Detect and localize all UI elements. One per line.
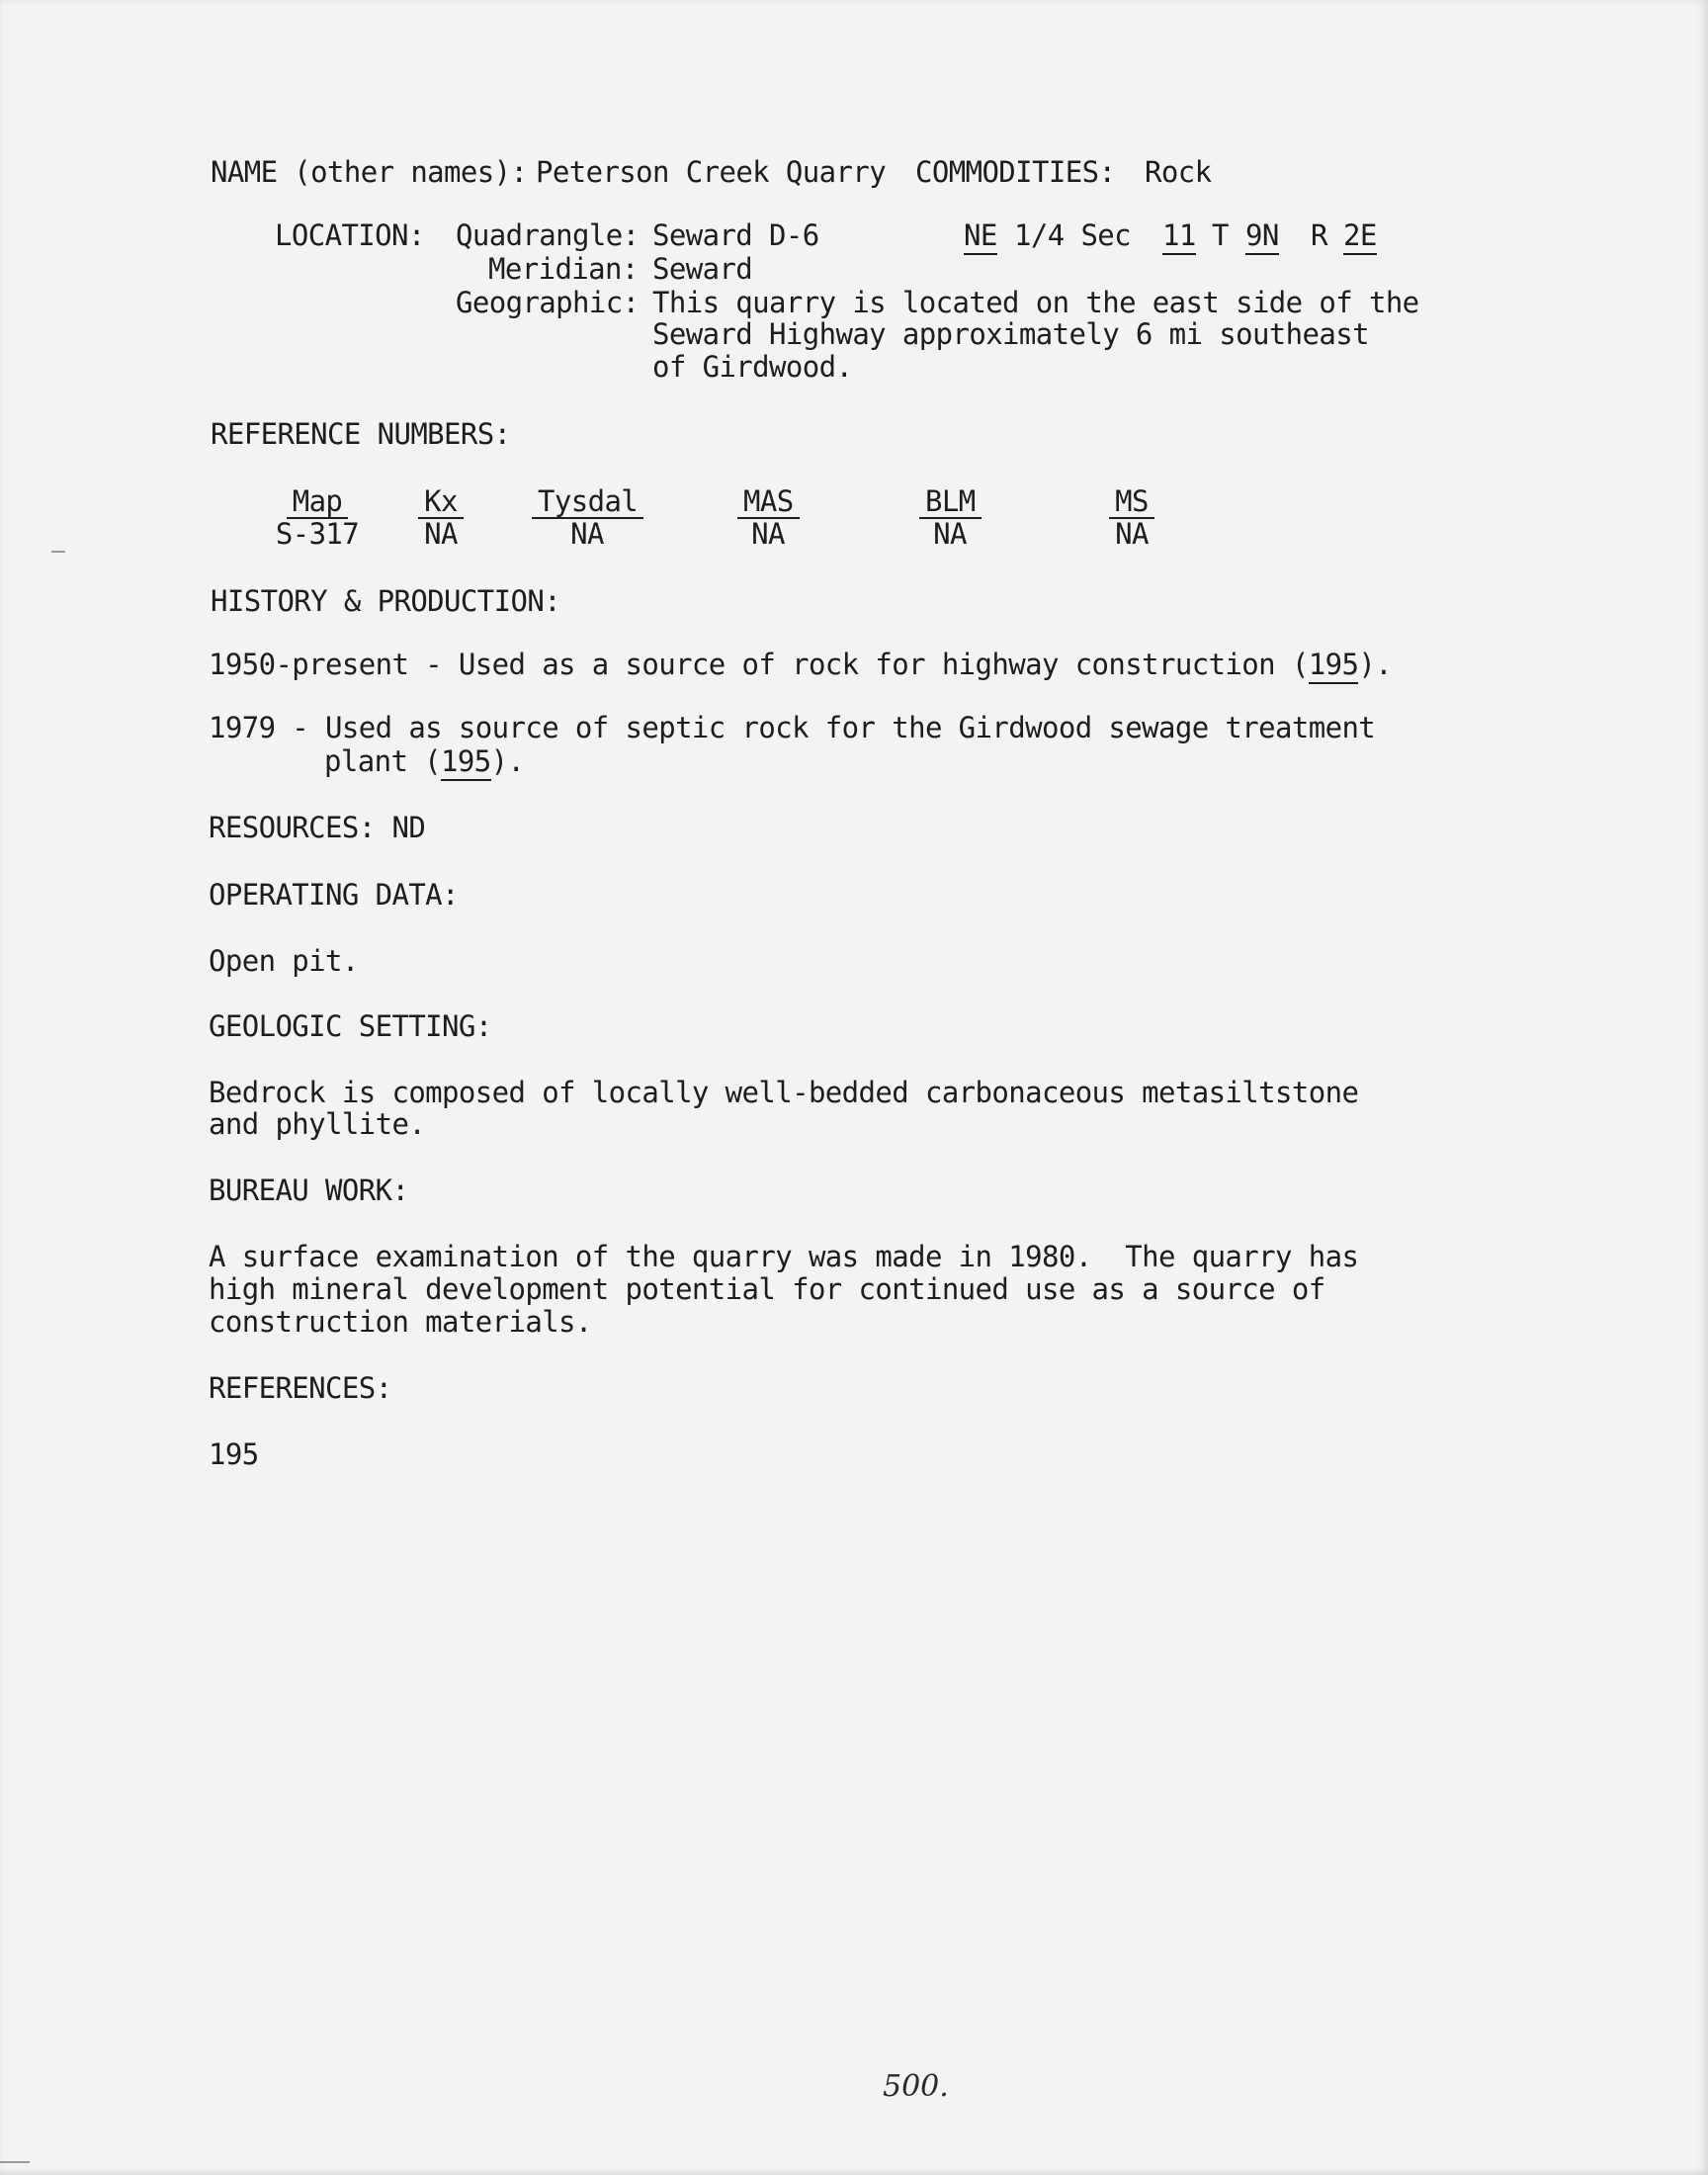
location-label: LOCATION: xyxy=(275,218,425,252)
geologic-line: and phyllite. xyxy=(209,1107,426,1141)
ref-value: NA xyxy=(1115,517,1149,551)
scan-mark xyxy=(51,551,65,553)
scan-mark xyxy=(0,2161,30,2163)
name-value: Peterson Creek Quarry xyxy=(536,155,887,189)
ref-header: Tysdal xyxy=(532,486,643,519)
ref-header: MAS xyxy=(737,486,800,519)
references-label: REFERENCES: xyxy=(209,1371,392,1405)
operating-text: Open pit. xyxy=(209,944,359,978)
meridian-value: Seward xyxy=(652,252,753,286)
history-entry-1 xyxy=(209,649,1392,681)
history-entry-2-text: plant ( xyxy=(324,744,442,778)
bureau-line: construction materials. xyxy=(209,1305,592,1339)
ref-value: NA xyxy=(751,517,785,551)
geographic-line: Seward Highway approximately 6 mi southeast xyxy=(652,317,1369,351)
ref-col-ms xyxy=(1105,486,1158,550)
bureau-line: high mineral development potential for continued use as a source of xyxy=(209,1272,1325,1306)
quadrangle-value: Seward D-6 xyxy=(652,218,819,252)
handwritten-page-number: 500. xyxy=(883,2069,949,2104)
ref-header: BLM xyxy=(919,486,982,519)
bureau-label: BUREAU WORK: xyxy=(209,1174,409,1207)
ref-header: Kx xyxy=(418,486,464,519)
ref-value: NA xyxy=(933,517,967,551)
history-entry-2-suffix: ). xyxy=(490,744,525,778)
history-entry-2-cont xyxy=(324,745,524,778)
history-entry-2-ref: 195 xyxy=(441,744,491,781)
section-value: 11 xyxy=(1162,219,1196,255)
history-entry-1-ref: 195 xyxy=(1309,648,1359,684)
ref-col-map xyxy=(267,486,368,550)
commodities-value: Rock xyxy=(1145,155,1212,189)
ref-col-tysdal xyxy=(532,486,642,550)
range-value: 2E xyxy=(1343,219,1377,255)
reference-numbers-label: REFERENCE NUMBERS: xyxy=(211,417,511,451)
bureau-line: A surface examination of the quarry was made in 1980. The quarry has xyxy=(209,1240,1359,1273)
operating-label: OPERATING DATA: xyxy=(209,878,459,912)
ref-value: NA xyxy=(424,517,458,551)
ref-col-mas xyxy=(737,486,799,550)
geographic-label: Geographic: xyxy=(456,286,640,319)
name-label: NAME (other names): xyxy=(211,155,528,189)
quadrangle-label: Quadrangle: xyxy=(456,218,640,252)
history-entry-1-suffix: ). xyxy=(1358,648,1393,681)
ref-header: MS xyxy=(1109,486,1154,519)
ref-value: S-317 xyxy=(275,517,360,551)
geologic-label: GEOLOGIC SETTING: xyxy=(209,1009,492,1043)
quarter-text: 1/4 Sec xyxy=(1014,218,1132,252)
history-entry-2: 1979 - Used as source of septic rock for the Girdwood sewage treatment xyxy=(209,711,1376,744)
ref-col-kx xyxy=(413,486,469,550)
references-value: 195 xyxy=(209,1437,259,1471)
ref-value: NA xyxy=(570,517,604,551)
township-value: 9N xyxy=(1245,219,1279,255)
history-entry-1-text: 1950-present - Used as a source of rock for highway construction ( xyxy=(209,648,1309,681)
township-label: T xyxy=(1212,218,1229,252)
quarter-value: NE xyxy=(964,219,997,255)
history-label: HISTORY & PRODUCTION: xyxy=(211,584,561,618)
geologic-line: Bedrock is composed of locally well-bedded carbonaceous metasiltstone xyxy=(209,1076,1359,1109)
range-label: R xyxy=(1311,218,1327,252)
resources-text: RESOURCES: ND xyxy=(209,811,426,844)
geographic-line: of Girdwood. xyxy=(652,350,853,384)
meridian-label: Meridian: xyxy=(488,252,639,286)
ref-header: Map xyxy=(287,486,349,519)
commodities-label: COMMODITIES: xyxy=(915,155,1116,189)
ref-col-blm xyxy=(919,486,981,550)
geographic-line: This quarry is located on the east side of the xyxy=(652,286,1419,319)
